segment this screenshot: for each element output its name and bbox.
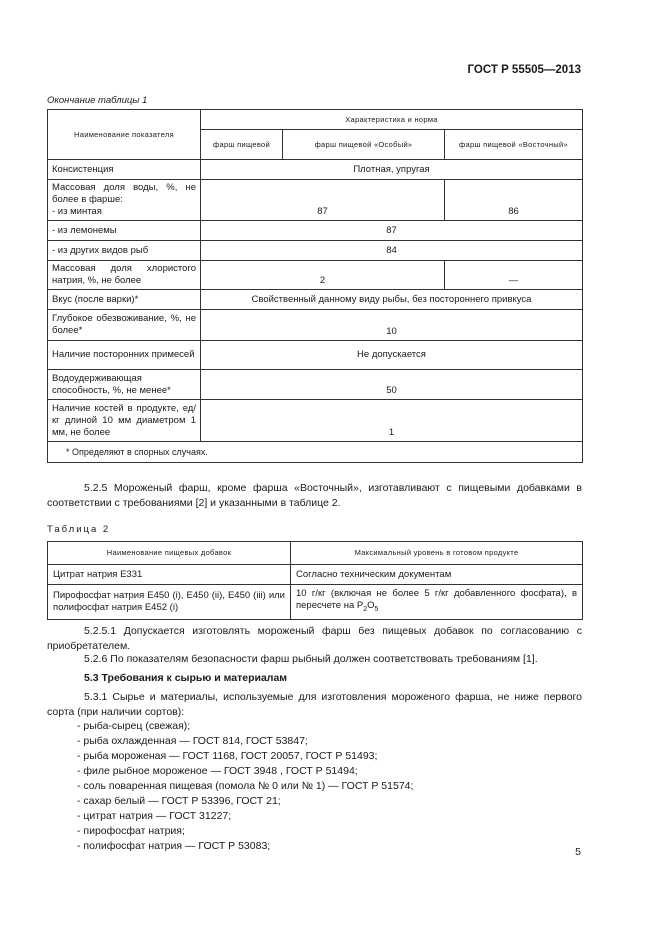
table1-caption: Окончание таблицы 1: [47, 95, 148, 106]
paragraph-5-2-5-1: 5.2.5.1 Допускается изготовлять мороженый фарш без пищевых добавок по согласованию с приобретателем.: [47, 625, 582, 652]
table2-cell: Пирофосфат натрия Е450 (i), Е450 (ii), Е450 (iii) или полифосфат натрия Е452 (i): [48, 585, 291, 620]
paragraph-5-2-6: 5.2.6 По показателям безопасности фарш рыбный должен соответствовать требованиям [1].: [84, 653, 538, 665]
table2-cell-text: O: [367, 600, 375, 611]
table1-footnote: * Определяют в спорных случаях.: [48, 442, 583, 463]
table2-caption: Таблица 2: [47, 524, 111, 535]
table2-header-col1: Наименование пищевых добавок: [48, 542, 291, 565]
document-header: ГОСТ Р 55505—2013: [467, 64, 581, 76]
table1-row-name: Массовая доля воды, %, не более в фарше: - из минтая: [48, 180, 201, 221]
table1-row-value: Не допускается: [201, 341, 583, 370]
table1-header-group: Характеристика и норма: [201, 110, 583, 130]
table1-row-name: Водоудерживающая способность, %, не менее*: [48, 370, 201, 400]
paragraph-5-3-1: 5.3.1 Сырье и материалы, используемые для изготовления мороженого фарша, не ниже первого сорта (при наличии сортов):: [47, 691, 582, 718]
table2-cell: Согласно техническим документам: [291, 565, 583, 585]
table1-row-value: Плотная, упругая: [201, 160, 583, 180]
table1-row-value: 87: [201, 180, 445, 221]
table1-row-value: Свойственный данному виду рыбы, без постороннего привкуса: [201, 290, 583, 310]
table1-row-name: Наличие посторонних примесей: [48, 341, 201, 370]
list-item: - цитрат натрия — ГОСТ 31227;: [77, 810, 232, 822]
table1-row-value: 1: [201, 400, 583, 442]
table2: [47, 541, 583, 620]
table1-header-col2: фарш пищевой «Особый»: [283, 130, 445, 160]
table1-row-value: 87: [201, 221, 583, 241]
table2-cell: Цитрат натрия Е331: [48, 565, 291, 585]
materials-list: [47, 719, 582, 854]
list-item: - соль поваренная пищевая (помола № 0 или № 1) — ГОСТ Р 51574;: [77, 780, 414, 792]
paragraph-5-2-5: 5.2.5 Мороженый фарш, кроме фарша «Восточный», изготавливают с пищевыми добавками в соответствии с требованиями [2] и указанными в таблице 2.: [47, 482, 582, 509]
list-item: - полифосфат натрия — ГОСТ Р 53083;: [77, 840, 271, 852]
table1-row-name: Глубокое обезвоживание, %, не более*: [48, 310, 201, 341]
list-item: - рыба-сырец (свежая);: [77, 720, 191, 732]
table2-cell-phosphate: [291, 585, 583, 620]
table1-row-name: Массовая доля хлористого натрия, %, не более: [48, 261, 201, 290]
section-heading-5-3: 5.3 Требования к сырью и материалам: [84, 672, 288, 684]
list-item: - пирофосфат натрия;: [77, 825, 185, 837]
list-item: - сахар белый — ГОСТ Р 53396, ГОСТ 21;: [77, 795, 281, 807]
list-item: - рыба охлажденная — ГОСТ 814, ГОСТ 53847;: [77, 735, 308, 747]
table1-row-name: - из других видов рыб: [48, 241, 201, 261]
table1-row-value: —: [445, 261, 583, 290]
table1-row-name: Наличие костей в продукте, ед/кг длиной 10 мм диаметром 1 мм, не более: [48, 400, 201, 442]
page-number: 5: [575, 846, 581, 858]
table1-row-value: 86: [445, 180, 583, 221]
subscript: 2: [363, 605, 368, 613]
table1-row-name: Консистенция: [48, 160, 201, 180]
table1-row-value: 84: [201, 241, 583, 261]
list-item: - филе рыбное мороженое — ГОСТ 3948 , ГОСТ Р 51494;: [77, 765, 358, 777]
list-item: - рыба мороженая — ГОСТ 1168, ГОСТ 20057, ГОСТ Р 51493;: [77, 750, 378, 762]
table2-header-col2: Максимальный уровень в готовом продукте: [291, 542, 583, 565]
table1-header-name: Наименование показателя: [48, 110, 201, 160]
subscript: 5: [374, 605, 379, 613]
table1-header-col3: фарш пищевой «Восточный»: [445, 130, 583, 160]
table1-header-col1: фарш пищевой: [201, 130, 283, 160]
table1-row-value: 10: [201, 310, 583, 341]
table1-row-value: 50: [201, 370, 583, 400]
table2-cell-text: 10 г/кг (включая не более 5 г/кг добавленного фосфата), в пересчете на P: [296, 588, 577, 611]
table1-row-name: - из лемонемы: [48, 221, 201, 241]
table1: [47, 109, 583, 463]
table1-row-name: Вкус (после варки)*: [48, 290, 201, 310]
table1-row-value: 2: [201, 261, 445, 290]
